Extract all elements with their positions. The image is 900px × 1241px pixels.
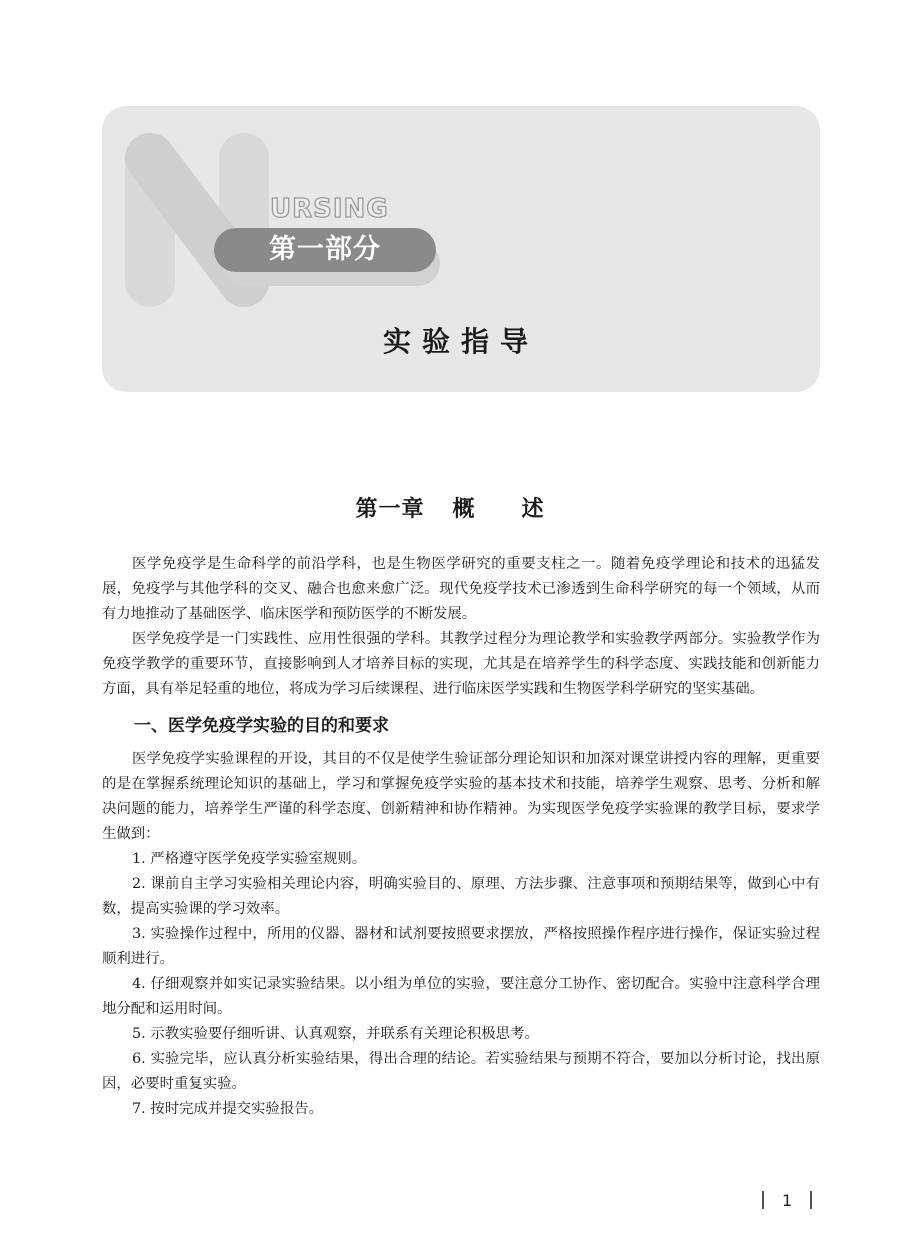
page-number-left-bar xyxy=(762,1191,764,1209)
requirement-item-6: 6. 实验完毕，应认真分析实验结果，得出合理的结论。若实验结果与预期不符合，要加以分析讨论，找出原因，必要时重复实验。 xyxy=(102,1051,820,1092)
part-label: 第一部分 xyxy=(214,228,436,272)
section-paragraph: 医学免疫学实验课程的开设，其目的不仅是使学生验证部分理论知识和加深对课堂讲授内容的理解，更重要的是在掌握系统理论知识的基础上，学习和掌握免疫学实验的基本技术和技能，培养学生观察、思考、分析和解决问题的能力，培养学生严谨的科学态度、创新精神和协作精神。为实现医学免疫学实验课的教学目标，要求学生做到： xyxy=(102,751,820,842)
chapter-prefix: 第一章 xyxy=(355,497,425,522)
requirement-item-3: 3. 实验操作过程中，所用的仪器、器材和试剂要按照要求摆放，严格按照操作程序进行操作，保证实验过程顺利进行。 xyxy=(102,926,820,967)
section-heading: 一、医学免疫学实验的目的和要求 xyxy=(134,716,389,736)
page-number xyxy=(762,1188,812,1212)
intro-paragraph-2: 医学免疫学是一门实践性、应用性很强的学科。其教学过程分为理论教学和实验教学两部分。实验教学作为免疫学教学的重要环节，直接影响到人才培养目标的实现，尤其是在培养学生的科学态度、实践技能和创新能力方面，具有举足轻重的地位，将成为学习后续课程、进行临床医学实践和生物医学科学研究的坚实基础。 xyxy=(102,631,820,697)
page-number-right-bar xyxy=(810,1191,812,1209)
requirement-item-1: 1. 严格遵守医学免疫学实验室规则。 xyxy=(132,851,367,867)
requirement-item-2: 2. 课前自主学习实验相关理论内容，明确实验目的、原理、方法步骤、注意事项和预期结果等，做到心中有数，提高实验课的学习效率。 xyxy=(102,876,820,917)
requirement-item-7: 7. 按时完成并提交实验报告。 xyxy=(132,1101,323,1117)
part-subtitle: 实验指导 xyxy=(382,325,539,358)
page-number-value: 1 xyxy=(782,1190,793,1210)
chapter-title xyxy=(0,492,900,523)
requirement-item-4: 4. 仔细观察并如实记录实验结果。以小组为单位的实验，要注意分工协作、密切配合。实验中注意科学合理地分配和运用时间。 xyxy=(102,976,820,1017)
intro-paragraph-1: 医学免疫学是生命科学的前沿学科，也是生物医学研究的重要支柱之一。随着免疫学理论和技术的迅猛发展，免疫学与其他学科的交叉、融合也愈来愈广泛。现代免疫学技术已渗透到生命科学研究的每一个领域，从而有力地推动了基础医学、临床医学和预防医学的不断发展。 xyxy=(102,556,820,622)
chapter-body xyxy=(102,552,820,1122)
chapter-title-char-1: 概 xyxy=(452,497,476,522)
nursing-logo-text: URSING xyxy=(270,194,389,224)
part-banner xyxy=(102,106,820,392)
chapter-title-char-2: 述 xyxy=(521,497,545,522)
requirement-item-5: 5. 示教实验要仔细听讲、认真观察，并联系有关理论积极思考。 xyxy=(132,1026,539,1042)
